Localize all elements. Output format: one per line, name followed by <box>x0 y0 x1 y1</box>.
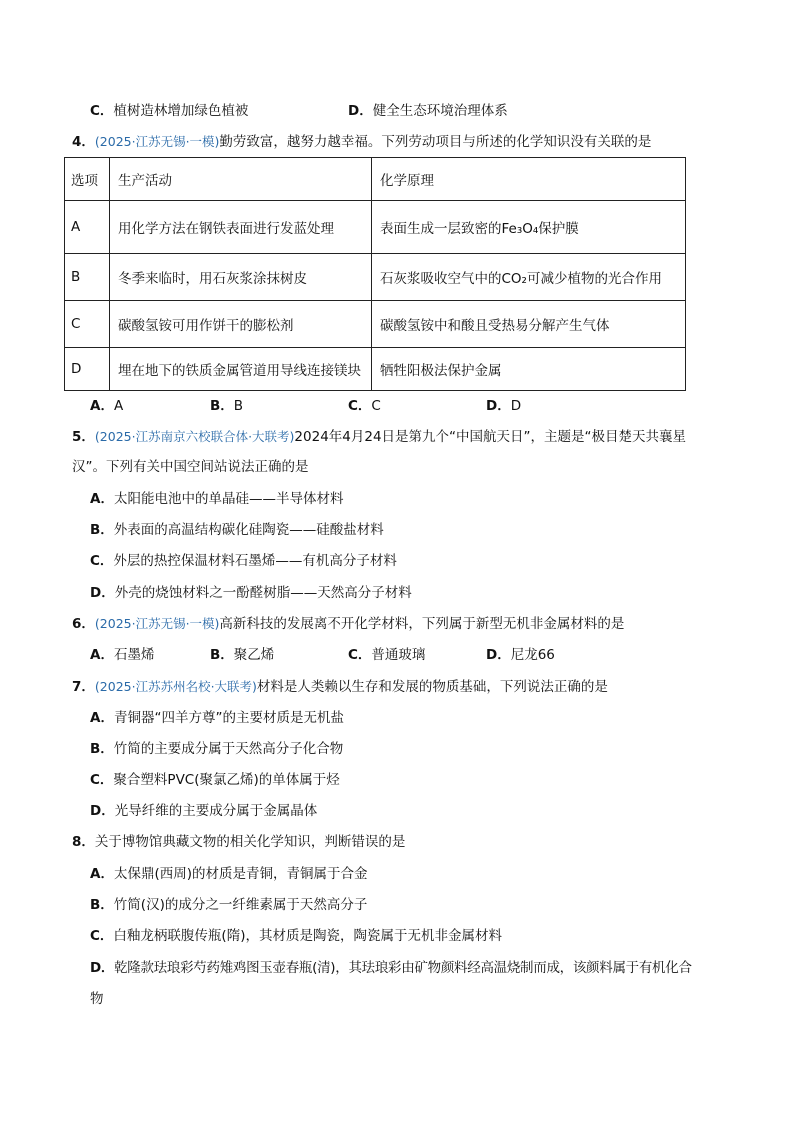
option-text: B <box>233 398 244 414</box>
option-text: D <box>510 398 522 414</box>
q3-option-d <box>348 101 508 121</box>
question-source: (2025·江苏苏州名校·大联考) <box>94 679 257 694</box>
q7-option-b <box>90 739 343 759</box>
option-label: D． <box>90 585 115 601</box>
table-row <box>65 348 686 391</box>
q8-option-d-continuation: 物 <box>90 991 104 1007</box>
question-number: 6． <box>72 616 95 632</box>
table-cell-activity: 用化学方法在钢铁表面进行发蓝处理 <box>110 201 372 254</box>
table-row <box>65 201 686 254</box>
chem-formula: Fe₃O₄ <box>501 221 539 237</box>
question-text: 关于博物馆典藏文物的相关化学知识，判断错误的是 <box>94 834 406 850</box>
q7-stem <box>72 677 608 697</box>
q7-option-d <box>90 801 317 821</box>
table-cell-principle <box>372 201 686 254</box>
q7-option-c <box>90 770 340 790</box>
q8-stem <box>72 832 405 852</box>
q4-option-d <box>486 396 521 416</box>
table-header-row <box>65 158 686 201</box>
option-label: C． <box>90 928 114 944</box>
option-label: B． <box>210 647 234 663</box>
option-text: 健全生态环境治理体系 <box>372 103 508 119</box>
option-text: 青铜器“四羊方尊”的主要材质是无机盐 <box>113 710 344 726</box>
option-label: D． <box>90 960 115 976</box>
question-text: 勤劳致富，越努力越幸福。下列劳动项目与所述的化学知识没有关联的是 <box>219 134 652 150</box>
option-text: 太保鼎(西周)的材质是青铜，青铜属于合金 <box>113 866 368 882</box>
question-number: 7． <box>72 679 95 695</box>
option-label: C． <box>90 553 114 569</box>
table-cell-activity: 冬季来临时，用石灰浆涂抹树皮 <box>110 254 372 301</box>
q6-stem <box>72 614 624 634</box>
table-cell-option: D <box>65 348 110 391</box>
question-number: 4． <box>72 134 95 150</box>
option-text: 聚乙烯 <box>233 647 275 663</box>
q8-option-b <box>90 895 367 915</box>
option-label: C． <box>90 103 114 119</box>
q4-option-b <box>210 396 243 416</box>
option-label: A． <box>90 647 114 663</box>
q6-option-c <box>348 645 425 665</box>
q8-option-a <box>90 864 368 884</box>
option-label: B． <box>90 741 114 757</box>
table-cell-activity: 埋在地下的铁质金属管道用导线连接镁块 <box>110 348 372 391</box>
principle-text: 保护膜 <box>538 221 579 237</box>
option-text: 石墨烯 <box>113 647 155 663</box>
question-text: 2024年4月24日是第九个“中国航天日”，主题是“极目楚天共襄星 <box>294 429 687 445</box>
table-cell-option: A <box>65 201 110 254</box>
option-label: C． <box>348 647 372 663</box>
question-source: (2025·江苏无锡·一模) <box>94 134 220 149</box>
q5-option-d <box>90 583 412 603</box>
table-row <box>65 301 686 348</box>
option-text: 外层的热控保温材料石墨烯——有机高分子材料 <box>113 553 397 569</box>
q4-option-a <box>90 396 123 416</box>
option-label: C． <box>90 772 114 788</box>
option-label: B． <box>90 522 114 538</box>
principle-text: 石灰浆吸收空气中的 <box>380 271 502 287</box>
question-source: (2025·江苏南京六校联合体·大联考) <box>94 429 295 444</box>
table-header-cell: 选项 <box>65 158 110 201</box>
chem-formula: CO₂ <box>501 271 527 287</box>
q5-option-c <box>90 551 397 571</box>
option-label: B． <box>90 897 114 913</box>
option-text: 植树造林增加绿色植被 <box>113 103 249 119</box>
option-text: 外表面的高温结构碳化硅陶瓷——硅酸盐材料 <box>113 522 384 538</box>
option-label: C． <box>348 398 372 414</box>
q6-option-b <box>210 645 274 665</box>
table-cell-activity: 碳酸氢铵可用作饼干的膨松剂 <box>110 301 372 348</box>
q4-stem <box>72 132 651 152</box>
option-text: C <box>371 398 381 414</box>
option-label: A． <box>90 866 114 882</box>
table-cell-principle: 牺牲阳极法保护金属 <box>372 348 686 391</box>
option-text: 外壳的烧蚀材料之一酚醛树脂——天然高分子材料 <box>114 585 412 601</box>
option-text: 竹简的主要成分属于天然高分子化合物 <box>113 741 344 757</box>
table-cell-option: C <box>65 301 110 348</box>
option-label: A． <box>90 710 114 726</box>
q6-option-d <box>486 645 555 665</box>
q7-option-a <box>90 708 344 728</box>
q5-stem-line1 <box>72 427 686 447</box>
table-cell-principle: 碳酸氢铵中和酸且受热易分解产生气体 <box>372 301 686 348</box>
q8-option-d <box>90 958 692 978</box>
q8-option-c <box>90 926 502 946</box>
principle-text: 可减少植物的光合作用 <box>526 271 662 287</box>
option-text: 太阳能电池中的单晶硅——半导体材料 <box>113 491 344 507</box>
option-text: 尼龙66 <box>510 647 555 663</box>
question-source: (2025·江苏无锡·一模) <box>94 616 220 631</box>
option-label: D． <box>90 803 115 819</box>
option-label: D． <box>486 647 511 663</box>
option-text: 聚合塑料PVC(聚氯乙烯)的单体属于烃 <box>113 772 340 788</box>
option-text: 光导纤维的主要成分属于金属晶体 <box>114 803 318 819</box>
table-header-cell: 化学原理 <box>372 158 686 201</box>
q5-stem-line2: 汉”。下列有关中国空间站说法正确的是 <box>72 459 309 475</box>
question-text: 材料是人类赖以生存和发展的物质基础，下列说法正确的是 <box>256 679 608 695</box>
q3-option-c <box>90 101 248 121</box>
table-header-cell: 生产活动 <box>110 158 372 201</box>
q4-table <box>64 157 686 391</box>
question-text: 高新科技的发展离不开化学材料，下列属于新型无机非金属材料的是 <box>219 616 625 632</box>
option-text: 白釉龙柄联腹传瓶(隋)，其材质是陶瓷，陶瓷属于无机非金属材料 <box>113 928 502 944</box>
question-number: 5． <box>72 429 95 445</box>
q5-option-b <box>90 520 384 540</box>
q4-option-c <box>348 396 381 416</box>
principle-text: 表面生成一层致密的 <box>380 221 502 237</box>
question-number: 8． <box>72 834 95 850</box>
table-cell-principle <box>372 254 686 301</box>
table-cell-option: B <box>65 254 110 301</box>
option-text: 竹简(汉)的成分之一纤维素属于天然高分子 <box>113 897 368 913</box>
table-row <box>65 254 686 301</box>
option-label: B． <box>210 398 234 414</box>
option-label: A． <box>90 491 114 507</box>
option-label: D． <box>348 103 373 119</box>
option-text: A <box>113 398 124 414</box>
option-text: 普通玻璃 <box>371 647 426 663</box>
q5-option-a <box>90 489 343 509</box>
option-label: A． <box>90 398 114 414</box>
option-text: 乾隆款珐琅彩芍药雉鸡图玉壶春瓶(清)，其珐琅彩由矿物颜料经高温烧制而成，该颜料属于有机化合 <box>114 960 692 976</box>
option-label: D． <box>486 398 511 414</box>
q6-option-a <box>90 645 154 665</box>
